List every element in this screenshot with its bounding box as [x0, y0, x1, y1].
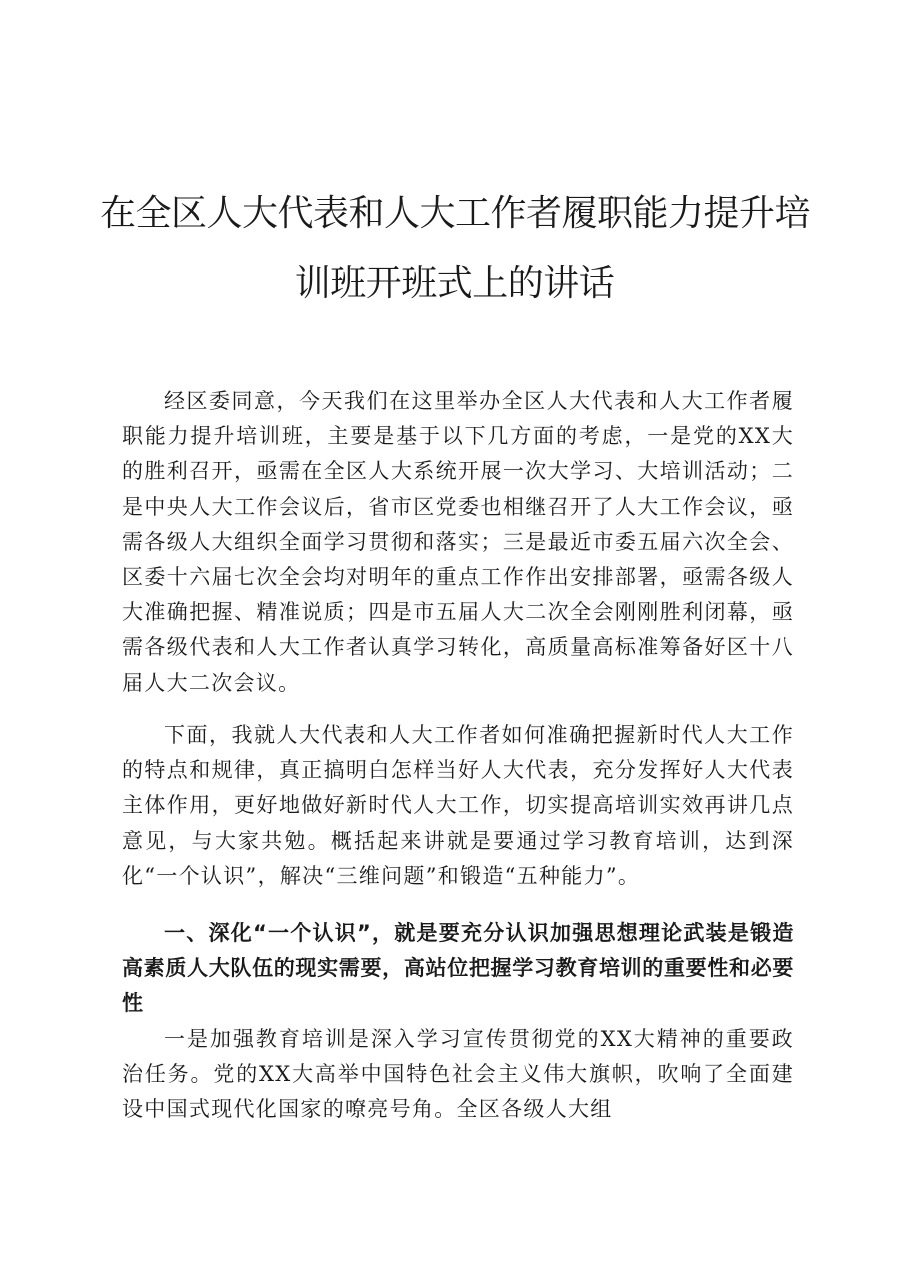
document-title-line-2: 训班开班式上的讲话: [294, 263, 615, 304]
body-paragraph-2: 下面，我就人大代表和人大工作者如何准确把握新时代人大工作的特点和规律，真正搞明白怎样当好人大代表，充分发挥好人大代表主体作用，更好地做好新时代人大工作，切实提高培训实效再讲几点意见，与大家共勉。概括起来讲就是要通过学习教育培训，达到深化“一个认识”，解决“三维问题”和锻造“五种能力”。: [122, 723, 794, 888]
body-paragraph-1: 经区委同意，今天我们在这里举办全区人大代表和人大工作者履职能力提升培训班，主要是基于以下几方面的考虑，一是党的XX大的胜利召开，亟需在全区人大系统开展一次大学习、大培训活动；二是中央人大工作会议后，省市区党委也相继召开了人大工作会议，亟需各级人大组织全面学习贯彻和落实；三是最近市委五届六次全会、区委十六届七次全会均对明年的重点工作作出安排部署，亟需各级人大准确把握、精准说质；四是市五届人大二次全会刚刚胜利闭幕，亟需各级代表和人大工作者认真学习转化，高质量高标准筹备好区十八届人大二次会议。: [122, 389, 794, 695]
body-paragraph-3: 一是加强教育培训是深入学习宣传贯彻党的XX大精神的重要政治任务。党的XX大高举中国特色社会主义伟大旗帜，吹响了全面建设中国式现代化国家的嘹亮号角。全区各级人大组: [122, 1027, 794, 1122]
document-title-line-1: 在全区人大代表和人大工作者履职能力提升培: [100, 193, 811, 234]
section-heading-1: 一、深化“一个认识”，就是要充分认识加强思想理论武装是锻造高素质人大队伍的现实需要，高站位把握学习教育培训的重要性和必要性: [122, 921, 794, 1016]
